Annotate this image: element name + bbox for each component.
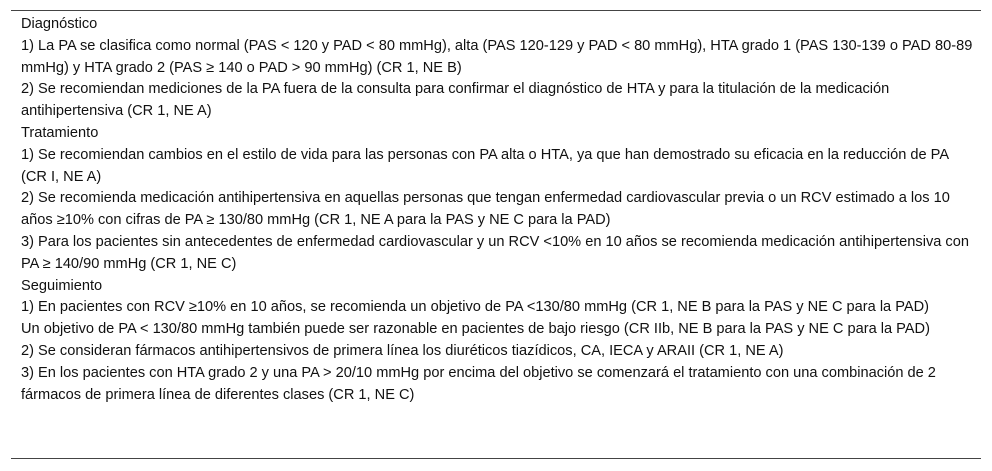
seguimiento-item-1: 1) En pacientes con RCV ≥10% en 10 años, se recomienda un objetivo de PA <130/80 mmHg (CR 1, NE B para la PAS y NE C para la PAD) — [21, 299, 930, 316]
table-content — [11, 11, 981, 406]
seguimiento-item-2: 2) Se consideran fármacos antihipertensivos de primera línea los diuréticos tiazídicos, CA, IECA y ARAII (CR 1, NE A) — [21, 342, 784, 359]
seguimiento-item-3: 3) En los pacientes con HTA grado 2 y una PA > 20/10 mmHg por encima del objetivo se comenzará el tratamiento con una combinación de 2 fármacos de primera línea de diferentes clases (CR 1, NE C) — [21, 364, 936, 403]
tratamiento-item-2: 2) Se recomienda medicación antihipertensiva en aquellas personas que tengan enfermedad cardiovascular previa o un RCV estimado a los 10 años ≥10% con cifras de PA ≥ 130/80 mmHg (CR 1, NE A para la PAS y NE C para la PAD) — [21, 190, 950, 229]
section-heading-seguimiento: Seguimiento — [21, 277, 103, 294]
tratamiento-item-1: 1) Se recomiendan cambios en el estilo de vida para las personas con PA alta o HTA, ya que han demostrado su eficacia en la reducción de PA (CR I, NE A) — [21, 146, 949, 185]
diagnostico-item-1: 1) La PA se clasifica como normal (PAS < 120 y PAD < 80 mmHg), alta (PAS 120-129 y PAD < 80 mmHg), HTA grado 1 (PAS 130-139 o PAD 80-89 mmHg) y HTA grado 2 (PAS ≥ 140 o PAD > 90 mmHg) (CR 1, NE B) — [21, 37, 973, 76]
seguimiento-item-1b: Un objetivo de PA < 130/80 mmHg también puede ser razonable en pacientes de bajo riesgo (CR IIb, NE B para la PAS y NE C para la PAD) — [21, 321, 930, 338]
recommendations-table — [11, 10, 981, 459]
section-heading-tratamiento: Tratamiento — [21, 124, 99, 141]
tratamiento-item-3: 3) Para los pacientes sin antecedentes de enfermedad cardiovascular y un RCV <10% en 10 años se recomienda medicación antihipertensiva con PA ≥ 140/90 mmHg (CR 1, NE C) — [21, 233, 969, 272]
diagnostico-item-2: 2) Se recomiendan mediciones de la PA fuera de la consulta para confirmar el diagnóstico de HTA y para la titulación de la medicación antihipertensiva (CR 1, NE A) — [21, 81, 890, 120]
section-heading-diagnostico: Diagnóstico — [21, 16, 98, 32]
